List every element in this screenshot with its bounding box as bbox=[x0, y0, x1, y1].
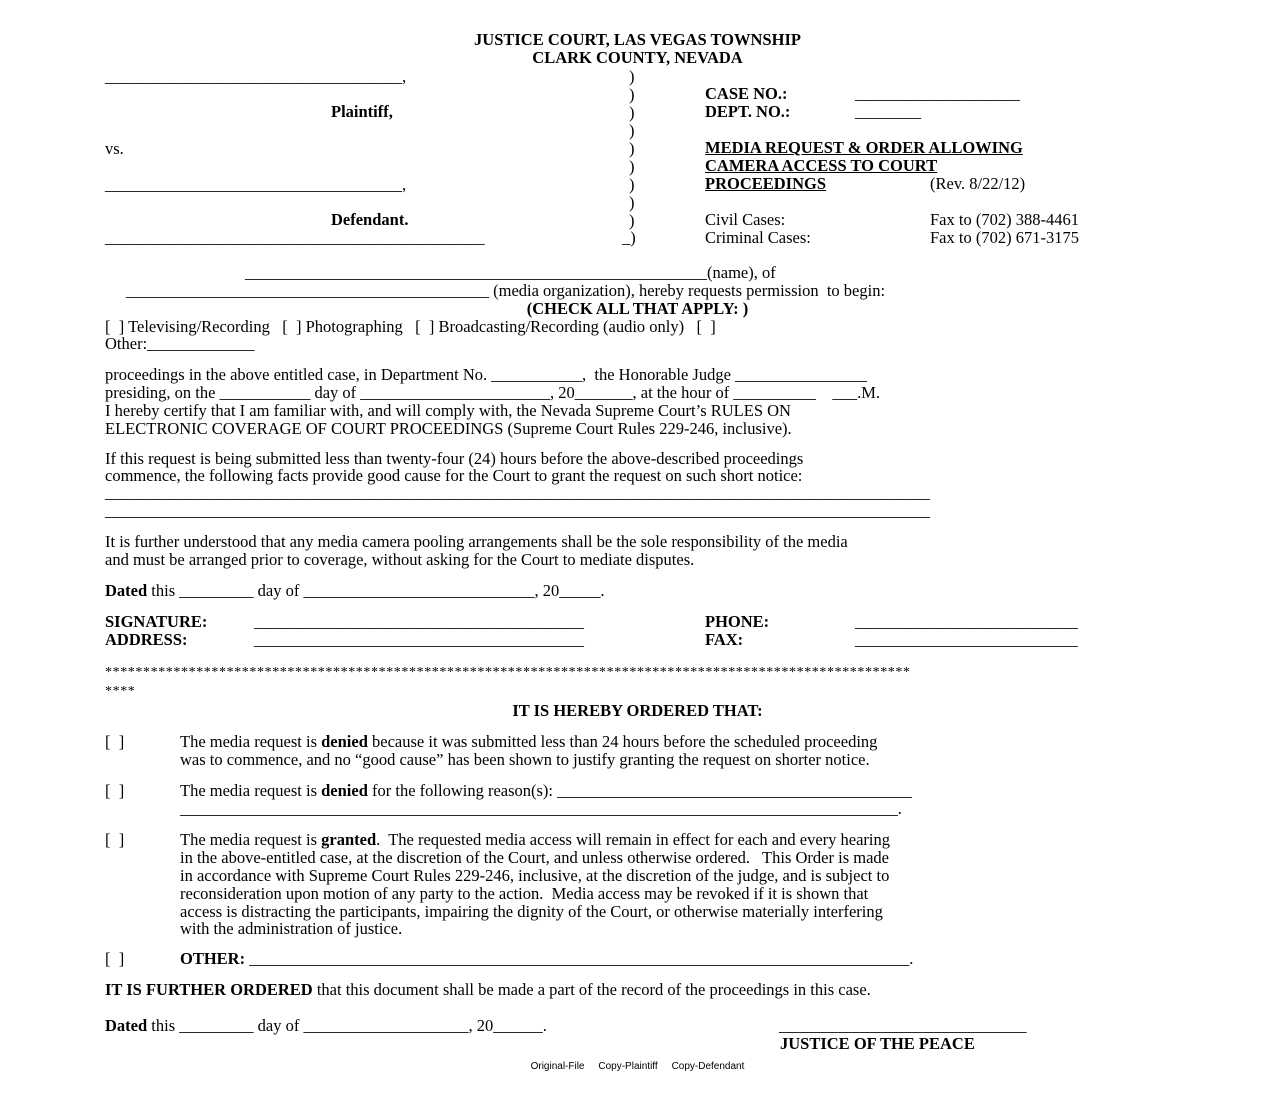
caption-paren: ) bbox=[629, 103, 635, 122]
order-text-part: because it was submitted less than 24 hours before the scheduled proceeding bbox=[367, 732, 878, 751]
paragraph-line: I hereby certify that I am familiar with, and will comply with, the Nevada Supreme Court’s RULES ON bbox=[105, 401, 791, 420]
order-checkbox-other[interactable]: [ ] bbox=[105, 949, 125, 968]
caption-paren: _) bbox=[622, 228, 636, 247]
fax-label: FAX: bbox=[705, 630, 744, 649]
plaintiff-name-line: ____________________________________, bbox=[105, 67, 407, 86]
paragraph-line: presiding, on the ___________ day of _______________________, 20_______, at the hour of __________ ___.M. bbox=[105, 383, 880, 402]
order-text: was to commence, and no “good cause” has been shown to justify granting the request on shorter notice. bbox=[180, 750, 870, 769]
caption-paren: ) bbox=[629, 211, 635, 230]
coverage-options[interactable]: [ ] Televising/Recording [ ] Photographing [ ] Broadcasting/Recording (audio only) [ ] bbox=[105, 317, 716, 336]
dated-label: Dated bbox=[105, 1016, 148, 1035]
court-title: JUSTICE COURT, LAS VEGAS TOWNSHIP bbox=[474, 30, 801, 49]
order-checkbox-denied-reason[interactable]: [ ] bbox=[105, 781, 125, 800]
dated-blanks[interactable]: this _________ day of ____________________________, 20_____. bbox=[147, 581, 605, 600]
order-text bbox=[180, 831, 890, 849]
address-field[interactable]: ________________________________________ bbox=[254, 630, 584, 649]
form-title-line2: CAMERA ACCESS TO COURT bbox=[705, 156, 938, 175]
dated-label: Dated bbox=[105, 581, 148, 600]
denial-reason-blank[interactable]: _______________________________________________________________________________________. bbox=[180, 799, 902, 818]
caption-paren: ) bbox=[629, 67, 635, 86]
caption-paren: ) bbox=[629, 157, 635, 176]
caption-paren: ) bbox=[629, 85, 635, 104]
other-option[interactable]: Other:_____________ bbox=[105, 334, 255, 353]
criminal-cases-label: Criminal Cases: bbox=[705, 228, 811, 247]
order-dated-line bbox=[105, 1017, 547, 1035]
media-organization-line[interactable]: ____________________________________________ (media organization), hereby requests permission to begin: bbox=[126, 281, 886, 300]
order-text-part: . The requested media access will remain in effect for each and every hearing bbox=[376, 830, 890, 849]
paragraph-line: commence, the following facts provide good cause for the Court to grant the request on such short notice: bbox=[105, 466, 803, 485]
address-label: ADDRESS: bbox=[105, 630, 188, 649]
signature-label: SIGNATURE: bbox=[105, 612, 208, 631]
check-all-heading: (CHECK ALL THAT APPLY: ) bbox=[526, 299, 749, 318]
judge-signature-line[interactable]: ______________________________ bbox=[779, 1016, 1027, 1035]
order-denied-word: denied bbox=[321, 732, 368, 751]
order-text-part: The media request is bbox=[180, 781, 322, 800]
defendant-name-line: ____________________________________, bbox=[105, 175, 407, 194]
case-no-label: CASE NO.: bbox=[705, 84, 788, 103]
civil-cases-label: Civil Cases: bbox=[705, 210, 786, 229]
case-no-field[interactable]: ____________________ bbox=[855, 84, 1020, 103]
form-title-line1: MEDIA REQUEST & ORDER ALLOWING bbox=[705, 138, 1023, 157]
fax-field[interactable]: ___________________________ bbox=[855, 630, 1078, 649]
order-text: with the administration of justice. bbox=[180, 919, 403, 938]
requester-name-line[interactable]: ________________________________________________________(name), of bbox=[245, 263, 776, 282]
order-checkbox-granted[interactable]: [ ] bbox=[105, 830, 125, 849]
order-other bbox=[180, 950, 913, 968]
order-text-part: The media request is bbox=[180, 830, 322, 849]
order-other-blank[interactable]: ________________________________________________________________________________. bbox=[245, 949, 914, 968]
request-dated-line bbox=[105, 582, 605, 600]
caption-bottom-line: ______________________________________________ bbox=[105, 228, 485, 247]
signature-field[interactable]: ________________________________________ bbox=[254, 612, 584, 631]
county-title: CLARK COUNTY, NEVADA bbox=[532, 48, 743, 67]
further-ordered-label: IT IS FURTHER ORDERED bbox=[105, 980, 313, 999]
paragraph-line: It is further understood that any media camera pooling arrangements shall be the sole responsibility of the media bbox=[105, 532, 848, 551]
paragraph-line: ELECTRONIC COVERAGE OF COURT PROCEEDINGS (Supreme Court Rules 229-246, inclusive). bbox=[105, 419, 792, 438]
order-checkbox-denied-late[interactable]: [ ] bbox=[105, 732, 125, 751]
star-divider: **** bbox=[105, 684, 136, 699]
order-text: in the above-entitled case, at the discretion of the Court, and unless otherwise ordered. This Order is made bbox=[180, 848, 889, 867]
order-text-part: The media request is bbox=[180, 732, 322, 751]
order-text: in accordance with Supreme Court Rules 229-246, inclusive, at the discretion of the judge, and is subject to bbox=[180, 866, 890, 885]
further-ordered-text: that this document shall be made a part of the record of the proceedings in this case. bbox=[312, 980, 871, 999]
civil-fax: Fax to (702) 388-4461 bbox=[930, 210, 1079, 229]
further-ordered bbox=[105, 981, 871, 999]
good-cause-blank[interactable]: ____________________________________________________________________________________________________ bbox=[105, 483, 930, 502]
paragraph-line: proceedings in the above entitled case, in Department No. ___________, the Honorable Judge ________________ bbox=[105, 365, 868, 384]
caption-paren: ) bbox=[629, 175, 635, 194]
criminal-fax: Fax to (702) 671-3175 bbox=[930, 228, 1079, 247]
order-text: reconsideration upon motion of any party to the action. Media access may be revoked if it is shown that bbox=[180, 884, 869, 903]
paragraph-line: If this request is being submitted less than twenty-four (24) hours before the above-described proceedings bbox=[105, 449, 804, 468]
dated-blanks[interactable]: this _________ day of ____________________, 20______. bbox=[147, 1016, 547, 1035]
star-divider: ********************************************************************************************************** bbox=[105, 665, 911, 680]
revision-date: (Rev. 8/22/12) bbox=[930, 174, 1026, 193]
plaintiff-label: Plaintiff, bbox=[331, 102, 393, 121]
form-title-line3: PROCEEDINGS bbox=[705, 174, 827, 193]
caption-paren: ) bbox=[629, 121, 635, 140]
dept-no-field[interactable]: ________ bbox=[855, 102, 921, 121]
order-text bbox=[180, 782, 912, 800]
caption-paren: ) bbox=[629, 193, 635, 212]
dept-no-label: DEPT. NO.: bbox=[705, 102, 791, 121]
justice-of-the-peace-label: JUSTICE OF THE PEACE bbox=[780, 1034, 975, 1053]
order-text bbox=[180, 733, 877, 751]
order-denied-word: denied bbox=[321, 781, 368, 800]
phone-label: PHONE: bbox=[705, 612, 770, 631]
order-text: access is distracting the participants, impairing the dignity of the Court, or otherwise materially interfering bbox=[180, 902, 883, 921]
defendant-label: Defendant. bbox=[331, 210, 409, 229]
order-other-label: OTHER: bbox=[180, 949, 246, 968]
good-cause-blank[interactable]: ____________________________________________________________________________________________________ bbox=[105, 501, 930, 520]
caption-paren: ) bbox=[629, 139, 635, 158]
order-granted-word: granted bbox=[321, 830, 377, 849]
phone-field[interactable]: ___________________________ bbox=[855, 612, 1078, 631]
paragraph-line: and must be arranged prior to coverage, without asking for the Court to mediate disputes. bbox=[105, 550, 695, 569]
order-text-part[interactable]: for the following reason(s): ___________________________________________ bbox=[367, 781, 912, 800]
vs-label: vs. bbox=[105, 139, 124, 158]
order-heading: IT IS HEREBY ORDERED THAT: bbox=[512, 701, 763, 720]
copy-distribution-footer: Original-File Copy-Plaintiff Copy-Defendant bbox=[530, 1061, 745, 1072]
